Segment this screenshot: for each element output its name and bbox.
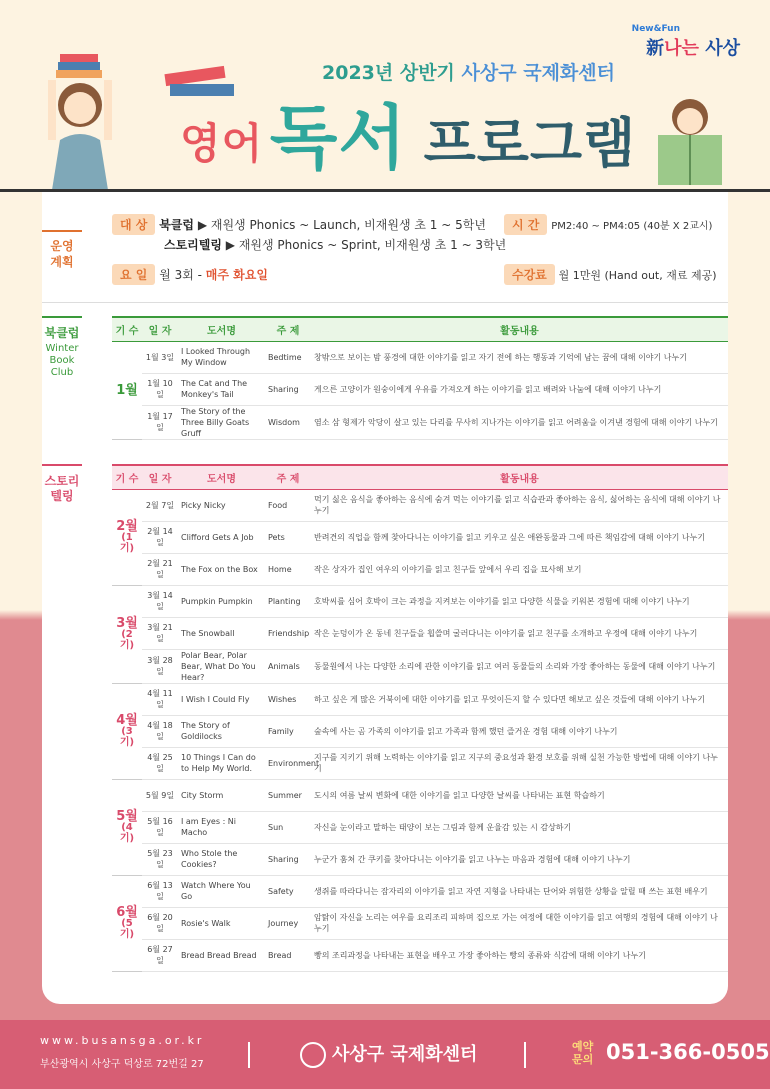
date-cell: 4월 11일 [142,683,178,715]
theme-cell: Safety [265,875,311,907]
table-row [112,875,728,907]
website-link[interactable]: www.busansga.or.kr [40,1034,205,1047]
target-2-desc: ▶ 재원생 Phonics ~ Sprint, 비재원생 초 1 ~ 3학년 [225,238,507,252]
emblem-icon [300,1042,326,1068]
table-row [112,907,728,939]
activity-cell: 도시의 여름 날씨 변화에 대한 이야기를 읽고 다양한 날씨를 나타내는 표현 학습하기 [311,779,728,811]
term-label: (4기) [119,821,135,844]
target-2-name: 스토리텔링 [164,238,222,252]
subtitle-period: 2023년 상반기 [322,62,455,84]
title-english: 영어 [180,119,264,168]
phone-number[interactable]: 051-366-0505 [606,1040,770,1064]
fee-tag: 수강료 [504,264,555,285]
divider [524,1042,526,1068]
theme-cell: Friendship [265,617,311,649]
table-row [112,373,728,405]
month-label: 1월 [116,382,138,398]
table-row [112,811,728,843]
logo-char: 新 [646,38,665,59]
table-row [112,585,728,617]
book-cell: Clifford Gets A Job [178,521,265,553]
book-cell: Rosie's Walk [178,907,265,939]
col-activity: 활동내용 [311,465,728,489]
activity-cell: 암탉이 자신을 노리는 여우를 요리조리 피하며 집으로 가는 여정에 대한 이야기를 읽고 여행의 경험에 대해 이야기 나누기 [311,907,728,939]
day-tag: 요 일 [112,264,155,285]
activity-cell: 작은 상자가 집인 여우의 이야기를 읽고 친구들 앞에서 우리 집을 묘사해 보기 [311,553,728,585]
fee-row [504,264,717,285]
theme-cell: Family [265,715,311,747]
table-row [112,521,728,553]
activity-cell: 작은 눈덩이가 온 동네 친구들을 휩쓸며 굴러다니는 이야기를 읽고 친구를 소개하고 우정에 대해 이야기 나누기 [311,617,728,649]
date-cell: 1월 3일 [142,341,178,373]
book-cell: The Cat and The Monkey's Tail [178,373,265,405]
footer [0,1020,770,1089]
activity-cell: 빵의 조리과정을 나타내는 표현을 배우고 가장 좋아하는 빵의 종류와 식감에 대해 이야기 나누기 [311,939,728,971]
theme-cell: Planting [265,585,311,617]
month-label: 2월 [116,518,138,534]
col-theme: 주 제 [265,465,311,489]
term-label: (5기) [119,917,135,940]
fee-value: 월 1만원 (Hand out, 재료 제공) [558,269,717,282]
date-cell: 2월 7일 [142,489,178,521]
col-term: 기 수 [112,465,142,489]
col-date: 일 자 [142,465,178,489]
theme-cell: Sharing [265,843,311,875]
theme-cell: Summer [265,779,311,811]
month-label: 3월 [116,615,138,631]
book-cell: Polar Bear, Polar Bear, What Do You Hear? [178,649,265,683]
date-cell: 5월 9일 [142,779,178,811]
date-cell: 6월 13일 [142,875,178,907]
book-cell: Picky Nicky [178,489,265,521]
page-title [180,82,636,183]
activity-cell: 누군가 훔쳐 간 쿠키를 찾아다니는 이야기를 읽고 나누는 마음과 경험에 대해 이야기 나누기 [311,843,728,875]
col-theme: 주 제 [265,317,311,341]
table-row [112,779,728,811]
activity-cell: 숲속에 사는 곰 가족의 이야기를 읽고 가족과 함께 했던 즐거운 경험 대해 이야기 나누기 [311,715,728,747]
activity-cell: 염소 삼 형제가 악당이 살고 있는 다리를 무사히 지나가는 이야기를 읽고 어려움을 이겨낸 경험에 대해 이야기 나누기 [311,405,728,439]
center-name [300,1040,477,1068]
theme-cell: Bread [265,939,311,971]
theme-cell: Sharing [265,373,311,405]
bookclub-table [112,316,728,440]
time-row [504,214,712,235]
title-reading: 독서 [269,97,407,179]
storytelling-label: 스토리 텔링 [42,464,82,504]
inquiry-label: 예약 문의 [572,1040,594,1066]
bookclub-subtitle: Winter Book Club [45,343,79,378]
month-cell [112,779,142,875]
date-cell: 3월 28일 [142,649,178,683]
activity-cell: 지구를 지키기 위해 노력하는 이야기를 읽고 지구의 중요성과 환경 보호를 위해 실천 가능한 방법에 대해 이야기 나누기 [311,747,728,779]
bookclub-label [42,316,82,379]
col-book: 도서명 [178,465,265,489]
boy-reading-illustration [650,95,730,195]
book-cell: Watch Where You Go [178,875,265,907]
date-cell: 5월 23일 [142,843,178,875]
theme-cell: Sun [265,811,311,843]
logo [632,24,740,60]
content-card [42,192,728,1004]
table-row [112,617,728,649]
target-tag: 대 상 [112,214,155,235]
bookclub-title: 북클럽 [44,326,80,340]
term-label: (1기) [119,531,135,554]
table-row [112,341,728,373]
day-value-highlight: 매주 화요일 [205,268,268,282]
table-row [112,405,728,439]
target-1-name: 북클럽 [159,218,194,232]
divider [248,1042,250,1068]
activity-cell: 창밖으로 보이는 밤 풍경에 대한 이야기를 읽고 자기 전에 하는 행동과 기억에 남는 꿈에 대해 이야기 나누기 [311,341,728,373]
date-cell: 6월 20일 [142,907,178,939]
title-program: 프로그램 [423,112,637,175]
col-activity: 활동내용 [311,317,728,341]
table-row [112,489,728,521]
book-cell: I am Eyes : Ni Macho [178,811,265,843]
theme-cell: Wishes [265,683,311,715]
date-cell: 1월 17일 [142,405,178,439]
table-header [112,465,728,489]
book-cell: 10 Things I Can do to Help My World. [178,747,265,779]
target-row-2 [164,236,506,253]
month-label: 5월 [116,808,138,824]
book-cell: I Wish I Could Fly [178,683,265,715]
date-cell: 3월 21일 [142,617,178,649]
plan-label: 운영 계획 [42,230,82,270]
day-row [112,264,268,285]
activity-cell: 반려견의 직업을 함께 찾아다니는 이야기를 읽고 키우고 싶은 애완동물과 그에 따른 책임감에 대해 이야기 나누기 [311,521,728,553]
book-cell: The Story of the Three Billy Goats Gruff [178,405,265,439]
logo-char: 나는 [664,38,699,59]
theme-cell: Home [265,553,311,585]
book-cell: The Snowball [178,617,265,649]
book-cell: The Story of Goldilocks [178,715,265,747]
term-label: (2기) [119,628,135,651]
term-label: (3기) [119,725,135,748]
activity-cell: 호박씨를 심어 호박이 크는 과정을 지켜보는 이야기를 읽고 다양한 식물을 키워본 경험에 대해 이야기 나누기 [311,585,728,617]
month-label: 6월 [116,904,138,920]
table-row [112,939,728,971]
table-row [112,553,728,585]
table-header [112,317,728,341]
date-cell: 3월 14일 [142,585,178,617]
table-row [112,843,728,875]
col-term: 기 수 [112,317,142,341]
activity-cell: 먹기 싫은 음식을 좋아하는 음식에 숨겨 먹는 이야기를 읽고 식습관과 좋아하는 음식, 싫어하는 음식에 대해 이야기 나누기 [311,489,728,521]
plan-section [42,210,728,300]
time-value: PM2:40 ~ PM4:05 (40분 X 2교시) [551,221,713,232]
month-cell [112,341,142,439]
table-row [112,683,728,715]
month-cell [112,875,142,971]
theme-cell: Environment [265,747,311,779]
theme-cell: Pets [265,521,311,553]
activity-cell: 생쥐를 따라다니는 잠자리의 이야기를 읽고 자연 지형을 나타내는 단어와 위험한 상황을 알릴 때 쓰는 표현 배우기 [311,875,728,907]
book-cell: The Fox on the Box [178,553,265,585]
date-cell: 5월 16일 [142,811,178,843]
month-cell [112,683,142,779]
activity-cell: 자신을 눈이라고 말하는 태양이 보는 그림과 함께 운율감 있는 시 감상하기 [311,811,728,843]
book-cell: Pumpkin Pumpkin [178,585,265,617]
activity-cell: 게으른 고양이가 원숭이에게 우유를 가져오게 하는 이야기를 읽고 배려와 나눔에 대해 이야기 나누기 [311,373,728,405]
theme-cell: Wisdom [265,405,311,439]
target-1-desc: ▶ 재원생 Phonics ~ Launch, 비재원생 초 1 ~ 5학년 [197,218,486,232]
date-cell: 4월 25일 [142,747,178,779]
month-label: 4월 [116,712,138,728]
logo-text [646,38,740,59]
logo-tagline: New&Fun [631,24,680,34]
date-cell: 2월 21일 [142,553,178,585]
book-cell: City Storm [178,779,265,811]
table-row [112,747,728,779]
divider [42,302,728,303]
book-cell: Who Stole the Cookies? [178,843,265,875]
month-cell [112,489,142,585]
theme-cell: Animals [265,649,311,683]
page-subtitle [322,58,615,85]
date-cell: 6월 27일 [142,939,178,971]
book-cell: Bread Bread Bread [178,939,265,971]
time-tag: 시 간 [504,214,547,235]
theme-cell: Bedtime [265,341,311,373]
target-row [112,214,486,235]
center-name-text: 사상구 국제화센터 [332,1044,478,1065]
girl-with-books-illustration [40,50,135,195]
theme-cell: Food [265,489,311,521]
activity-cell: 동물원에서 나는 다양한 소리에 관한 이야기를 읽고 여러 동물들의 소리와 가장 좋아하는 동물에 대해 이야기 나누기 [311,649,728,683]
table-row [112,715,728,747]
logo-char: 사상 [705,38,740,59]
month-cell [112,585,142,683]
subtitle-center: 사상구 국제화센터 [461,62,615,84]
col-book: 도서명 [178,317,265,341]
storytelling-table [112,464,728,972]
book-cell: I Looked Through My Window [178,341,265,373]
activity-cell: 하고 싶은 게 많은 거북이에 대한 이야기를 읽고 무엇이든지 할 수 있다면 해보고 싶은 것들에 대해 이야기 나누기 [311,683,728,715]
date-cell: 2월 14일 [142,521,178,553]
col-date: 일 자 [142,317,178,341]
date-cell: 4월 18일 [142,715,178,747]
day-value: 월 3회 - [159,268,206,282]
table-row [112,649,728,683]
header [0,0,770,195]
date-cell: 1월 10일 [142,373,178,405]
theme-cell: Journey [265,907,311,939]
address: 부산광역시 사상구 덕상로 72번길 27 [40,1059,204,1070]
